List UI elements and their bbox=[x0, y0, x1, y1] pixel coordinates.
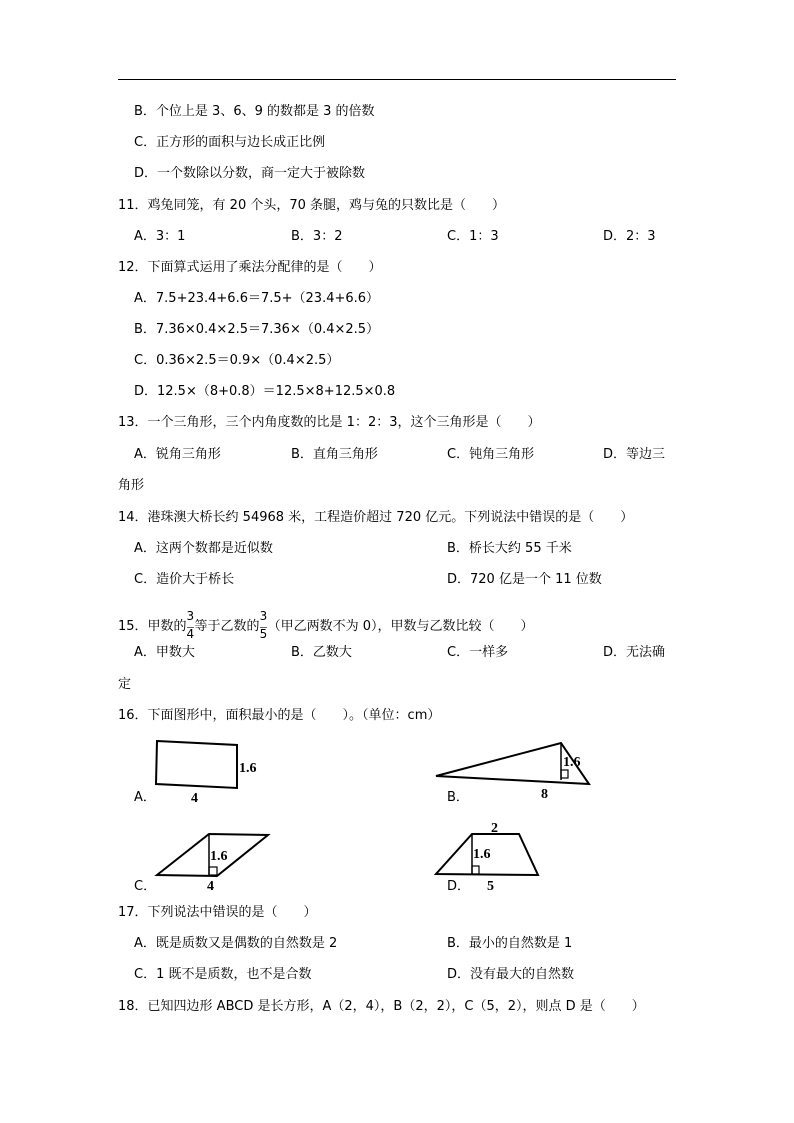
q17-stem: 17．下列说法中错误的是（ ） bbox=[118, 905, 317, 920]
trapezoid-height-label: 1.6 bbox=[473, 847, 491, 862]
q11-option-b: B．3：2 bbox=[291, 229, 343, 244]
q16-option-a: A． bbox=[134, 790, 156, 805]
q14-option-b: B．桥长大约 55 千米 bbox=[447, 541, 572, 556]
trapezoid-base-label: 5 bbox=[487, 879, 494, 894]
triangle-height-label: 1.6 bbox=[563, 755, 581, 770]
q16-option-d: D． bbox=[447, 879, 471, 894]
q15-stem bbox=[118, 609, 534, 641]
q18-stem: 18．已知四边形 ABCD 是长方形，A（2，4），B（2，2），C（5，2），则点 D 是（ ） bbox=[118, 999, 645, 1014]
q13-stem: 13．一个三角形，三个内角度数的比是 1：2：3，这个三角形是（ ） bbox=[118, 415, 541, 430]
q15-option-d: D．无法确 bbox=[603, 645, 666, 660]
q13-option-b: B．直角三角形 bbox=[291, 447, 378, 462]
parallelogram-height-label: 1.6 bbox=[210, 849, 228, 864]
fraction-denominator: 4 bbox=[186, 627, 195, 641]
q17-option-b: B．最小的自然数是 1 bbox=[447, 936, 573, 951]
q10-option-d: D．一个数除以分数，商一定大于被除数 bbox=[134, 166, 366, 181]
q10-option-b: B．个位上是 3、6、9 的数都是 3 的倍数 bbox=[134, 104, 375, 119]
q15-stem-part1: 15．甲数的 bbox=[118, 619, 187, 634]
q15-stem-part3: （甲乙两数不为 0），甲数与乙数比较（ ） bbox=[267, 619, 534, 634]
q13-option-d: D．等边三 bbox=[603, 447, 666, 462]
rect-base-label: 4 bbox=[191, 791, 198, 806]
q14-option-d: D．720 亿是一个 11 位数 bbox=[447, 572, 602, 587]
parallelogram-base-label: 4 bbox=[207, 879, 214, 894]
trapezoid-top-label: 2 bbox=[491, 821, 498, 836]
q10-option-c: C．正方形的面积与边长成正比例 bbox=[134, 135, 326, 150]
fraction-numerator: 3 bbox=[186, 609, 195, 623]
header-rule bbox=[118, 79, 676, 80]
figure-trapezoid bbox=[435, 821, 555, 894]
q14-option-a: A．这两个数都是近似数 bbox=[134, 541, 273, 556]
q12-option-a: A．7.5+23.4+6.6＝7.5+（23.4+6.6） bbox=[134, 291, 380, 306]
q16-option-b: B． bbox=[447, 790, 469, 805]
rect-height-label: 1.6 bbox=[239, 761, 257, 776]
q15-option-c: C．一样多 bbox=[447, 645, 509, 660]
q17-option-d: D．没有最大的自然数 bbox=[447, 967, 575, 982]
q11-option-d: D．2：3 bbox=[603, 229, 656, 244]
q11-option-a: A．3：1 bbox=[134, 229, 186, 244]
q15-stem-part2: 等于乙数的 bbox=[194, 619, 260, 634]
q13-option-c: C．钝角三角形 bbox=[447, 447, 535, 462]
q16-option-c: C． bbox=[134, 879, 157, 894]
q11-stem: 11．鸡兔同笼，有 20 个头，70 条腿，鸡与兔的只数比是（ ） bbox=[118, 198, 506, 213]
q13-option-a: A．锐角三角形 bbox=[134, 447, 221, 462]
triangle-base-label: 8 bbox=[541, 787, 548, 802]
q12-option-d: D．12.5×（8+0.8）＝12.5×8+12.5×0.8 bbox=[134, 384, 396, 399]
fraction-numerator: 3 bbox=[259, 609, 268, 623]
q15-option-d-continued: 定 bbox=[118, 677, 132, 692]
q17-option-c: C．1 既不是质数，也不是合数 bbox=[134, 967, 312, 982]
q15-option-a: A．甲数大 bbox=[134, 645, 195, 660]
q11-option-c: C．1：3 bbox=[447, 229, 499, 244]
q12-option-b: B．7.36×0.4×2.5＝7.36×（0.4×2.5） bbox=[134, 322, 380, 337]
q16-stem: 16．下面图形中，面积最小的是（ ）。（单位：cm） bbox=[118, 708, 441, 723]
q12-stem: 12．下面算式运用了乘法分配律的是（ ） bbox=[118, 260, 382, 275]
q15-option-b: B．乙数大 bbox=[291, 645, 352, 660]
q14-option-c: C．造价大于桥长 bbox=[134, 572, 235, 587]
fraction-denominator: 5 bbox=[259, 627, 268, 641]
q13-option-d-continued: 角形 bbox=[118, 478, 145, 493]
figure-triangle bbox=[435, 740, 581, 802]
figure-rectangle bbox=[155, 740, 257, 806]
q17-option-a: A．既是质数又是偶数的自然数是 2 bbox=[134, 936, 338, 951]
q14-stem: 14．港珠澳大桥长约 54968 米，工程造价超过 720 亿元。下列说法中错误的是（ ） bbox=[118, 510, 634, 525]
q12-option-c: C．0.36×2.5＝0.9×（0.4×2.5） bbox=[134, 353, 340, 368]
figure-parallelogram bbox=[155, 830, 275, 894]
